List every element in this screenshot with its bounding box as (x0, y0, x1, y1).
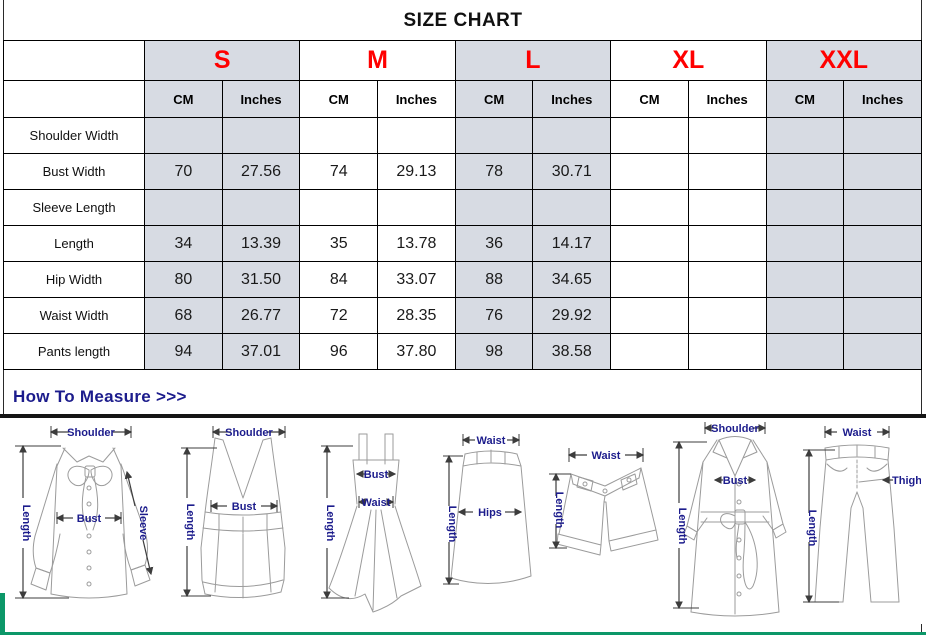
value-cell: 13.78 (378, 226, 456, 262)
row-label: Pants length (4, 334, 145, 370)
tank-shoulder-label: Shoulder (225, 427, 273, 439)
value-cell: 37.01 (222, 334, 300, 370)
value-cell (145, 190, 223, 226)
value-cell (611, 118, 689, 154)
unit-header-inches: Inches (688, 81, 766, 118)
value-cell: 72 (300, 298, 378, 334)
how-to-measure-heading: How To Measure >>> (13, 387, 187, 406)
dress-waist-label: Waist (361, 497, 391, 509)
row-label: Hip Width (4, 262, 145, 298)
unit-header-inches: Inches (222, 81, 300, 118)
value-cell (611, 298, 689, 334)
unit-header-row (4, 81, 922, 118)
pants-length-label: Length (806, 509, 818, 547)
value-cell (766, 334, 844, 370)
skirt-illustration (437, 418, 543, 624)
size-chart-table (3, 40, 922, 370)
dress-length-label: Length (324, 504, 336, 542)
value-cell: 13.39 (222, 226, 300, 262)
skirt-length-label: Length (446, 505, 458, 543)
value-cell: 26.77 (222, 298, 300, 334)
coat-length-label: Length (676, 507, 688, 545)
size-header-m: M (300, 41, 455, 81)
pants-thigh-label: Thigh (892, 475, 921, 487)
value-cell (766, 154, 844, 190)
green-accent-left (0, 593, 5, 635)
row-label: Shoulder Width (4, 118, 145, 154)
figure-skirt (437, 418, 543, 629)
blouse-length-label: Length (20, 504, 32, 542)
value-cell (688, 298, 766, 334)
size-header-row (4, 41, 922, 81)
value-cell (533, 118, 611, 154)
value-cell (844, 298, 922, 334)
table-row (4, 190, 922, 226)
unit-header-cm: CM (766, 81, 844, 118)
value-cell: 88 (455, 262, 533, 298)
value-cell: 94 (145, 334, 223, 370)
value-cell: 84 (300, 262, 378, 298)
skirt-waist-label: Waist (476, 435, 506, 447)
size-header-l: L (455, 41, 610, 81)
value-cell (378, 190, 456, 226)
coat-bust-label: Bust (722, 475, 748, 487)
value-cell: 33.07 (378, 262, 456, 298)
figure-shorts (543, 418, 665, 629)
value-cell (844, 154, 922, 190)
value-cell: 36 (455, 226, 533, 262)
unit-header-cm: CM (611, 81, 689, 118)
value-cell (766, 262, 844, 298)
value-cell (300, 118, 378, 154)
table-row (4, 226, 922, 262)
coat-shoulder-label: Shoulder (711, 423, 759, 435)
pants-illustration (795, 418, 921, 624)
value-cell (766, 298, 844, 334)
value-cell (688, 118, 766, 154)
value-cell: 98 (455, 334, 533, 370)
unit-header-cm: CM (145, 81, 223, 118)
unit-header-cm: CM (300, 81, 378, 118)
row-label: Sleeve Length (4, 190, 145, 226)
dress-drawing (329, 434, 421, 612)
value-cell (145, 118, 223, 154)
value-cell: 80 (145, 262, 223, 298)
tank-length-label: Length (184, 503, 196, 541)
unit-header-inches: Inches (378, 81, 456, 118)
tank-top-drawing (201, 438, 285, 598)
value-cell (222, 118, 300, 154)
value-cell: 34 (145, 226, 223, 262)
value-cell (766, 118, 844, 154)
unit-header-inches: Inches (844, 81, 922, 118)
value-cell: 68 (145, 298, 223, 334)
value-cell (611, 262, 689, 298)
figure-coat (665, 418, 795, 629)
value-cell: 70 (145, 154, 223, 190)
corner-cell (4, 81, 145, 118)
table-row (4, 262, 922, 298)
value-cell (688, 190, 766, 226)
skirt-hips-label: Hips (478, 507, 502, 519)
value-cell: 29.13 (378, 154, 456, 190)
how-to-measure-figures (3, 418, 926, 624)
figure-dress (315, 418, 437, 629)
value-cell (844, 262, 922, 298)
dress-bust-label: Bust (363, 469, 389, 481)
value-cell (611, 190, 689, 226)
table-row (4, 298, 922, 334)
pants-drawing (815, 445, 899, 602)
coat-drawing (684, 437, 786, 617)
value-cell: 14.17 (533, 226, 611, 262)
value-cell (844, 334, 922, 370)
value-cell: 76 (455, 298, 533, 334)
value-cell: 96 (300, 334, 378, 370)
blouse-sleeve-label: Sleeve (137, 505, 149, 541)
value-cell (378, 118, 456, 154)
unit-header-inches: Inches (533, 81, 611, 118)
value-cell (844, 118, 922, 154)
blouse-illustration (3, 418, 173, 624)
figure-blouse (3, 418, 173, 629)
value-cell (611, 334, 689, 370)
figure-tank-top (173, 418, 315, 629)
table-row (4, 154, 922, 190)
page-title: SIZE CHART (403, 10, 523, 31)
size-header-xxl: XXL (766, 41, 922, 81)
table-row (4, 118, 922, 154)
coat-illustration (665, 418, 795, 624)
value-cell (688, 154, 766, 190)
value-cell (766, 226, 844, 262)
value-cell (688, 262, 766, 298)
value-cell (688, 226, 766, 262)
blouse-shoulder-label: Shoulder (67, 427, 115, 439)
figure-pants (795, 418, 921, 629)
value-cell (611, 154, 689, 190)
table-row (4, 334, 922, 370)
dress-illustration (315, 418, 437, 624)
corner-cell (4, 41, 145, 81)
value-cell: 37.80 (378, 334, 456, 370)
value-cell: 34.65 (533, 262, 611, 298)
value-cell (688, 334, 766, 370)
value-cell (844, 190, 922, 226)
size-header-xl: XL (611, 41, 766, 81)
value-cell (533, 190, 611, 226)
shorts-length-label: Length (553, 491, 565, 529)
value-cell: 27.56 (222, 154, 300, 190)
value-cell: 35 (300, 226, 378, 262)
value-cell (766, 190, 844, 226)
value-cell: 78 (455, 154, 533, 190)
unit-header-cm: CM (455, 81, 533, 118)
blouse-bust-label: Bust (76, 513, 102, 525)
value-cell: 29.92 (533, 298, 611, 334)
value-cell (455, 190, 533, 226)
value-cell (222, 190, 300, 226)
value-cell: 74 (300, 154, 378, 190)
value-cell: 28.35 (378, 298, 456, 334)
value-cell: 38.58 (533, 334, 611, 370)
size-header-s: S (145, 41, 300, 81)
value-cell (455, 118, 533, 154)
row-label: Length (4, 226, 145, 262)
row-label: Waist Width (4, 298, 145, 334)
value-cell (611, 226, 689, 262)
value-cell: 30.71 (533, 154, 611, 190)
tank-top-illustration (173, 418, 315, 624)
value-cell (844, 226, 922, 262)
value-cell (300, 190, 378, 226)
shorts-illustration (543, 418, 665, 624)
pants-waist-label: Waist (842, 427, 872, 439)
tank-bust-label: Bust (231, 501, 257, 513)
shorts-waist-label: Waist (591, 450, 621, 462)
row-label: Bust Width (4, 154, 145, 190)
value-cell: 31.50 (222, 262, 300, 298)
shorts-drawing (557, 468, 658, 555)
